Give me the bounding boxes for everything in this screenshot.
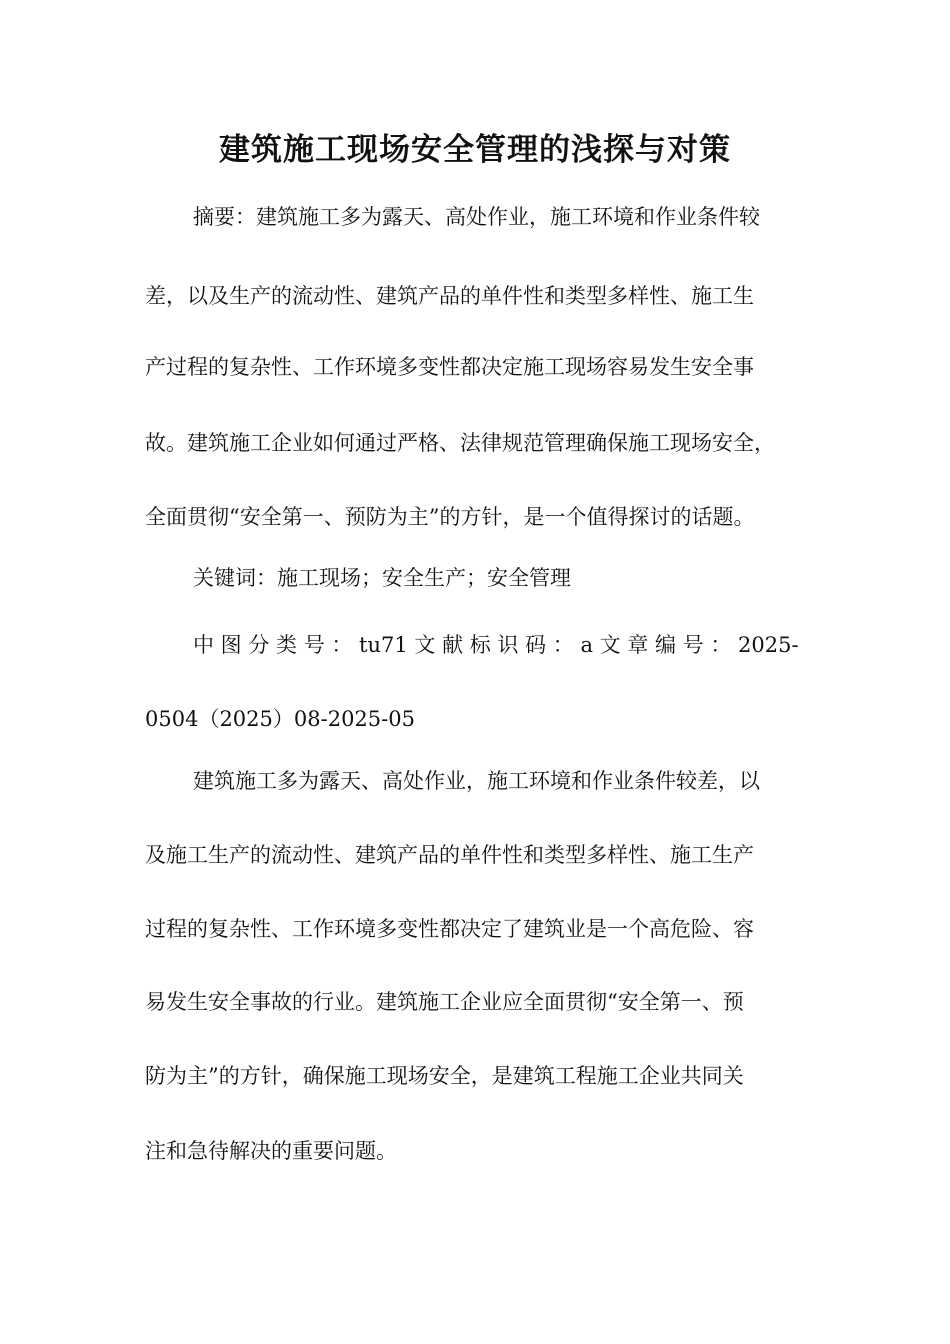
abstract-line: 摘要：建筑施工多为露天、高处作业，施工环境和作业条件较 bbox=[193, 205, 760, 229]
abstract-line: 故。建筑施工企业如何通过严格、法律规范管理确保施工现场安全， bbox=[145, 431, 775, 455]
document-title: 建筑施工现场安全管理的浅探与对策 bbox=[219, 132, 731, 168]
body-line: 易发生安全事故的行业。建筑施工企业应全面贯彻“安全第一、预 bbox=[145, 990, 744, 1014]
abstract-line: 产过程的复杂性、工作环境多变性都决定施工现场容易发生安全事 bbox=[145, 355, 754, 379]
body-line: 注和急待解决的重要问题。 bbox=[145, 1139, 397, 1163]
abstract-line: 全面贯彻“安全第一、预防为主”的方针，是一个值得探讨的话题。 bbox=[145, 505, 755, 529]
classification-line: 中 图 分 类 号 ： tu71 文 献 标 识 码 ： a 文 章 编 号 ： 2025- bbox=[193, 633, 799, 657]
abstract-line: 差，以及生产的流动性、建筑产品的单件性和类型多样性、施工生 bbox=[145, 284, 754, 308]
keywords-line: 关键词：施工现场；安全生产；安全管理 bbox=[193, 566, 571, 590]
body-line: 过程的复杂性、工作环境多变性都决定了建筑业是一个高危险、容 bbox=[145, 917, 754, 941]
body-line: 及施工生产的流动性、建筑产品的单件性和类型多样性、施工生产 bbox=[145, 843, 754, 867]
body-line: 防为主”的方针，确保施工现场安全，是建筑工程施工企业共同关 bbox=[145, 1064, 744, 1088]
classification-line: 0504（2025）08-2025-05 bbox=[145, 707, 415, 731]
body-line: 建筑施工多为露天、高处作业，施工环境和作业条件较差，以 bbox=[193, 769, 760, 793]
